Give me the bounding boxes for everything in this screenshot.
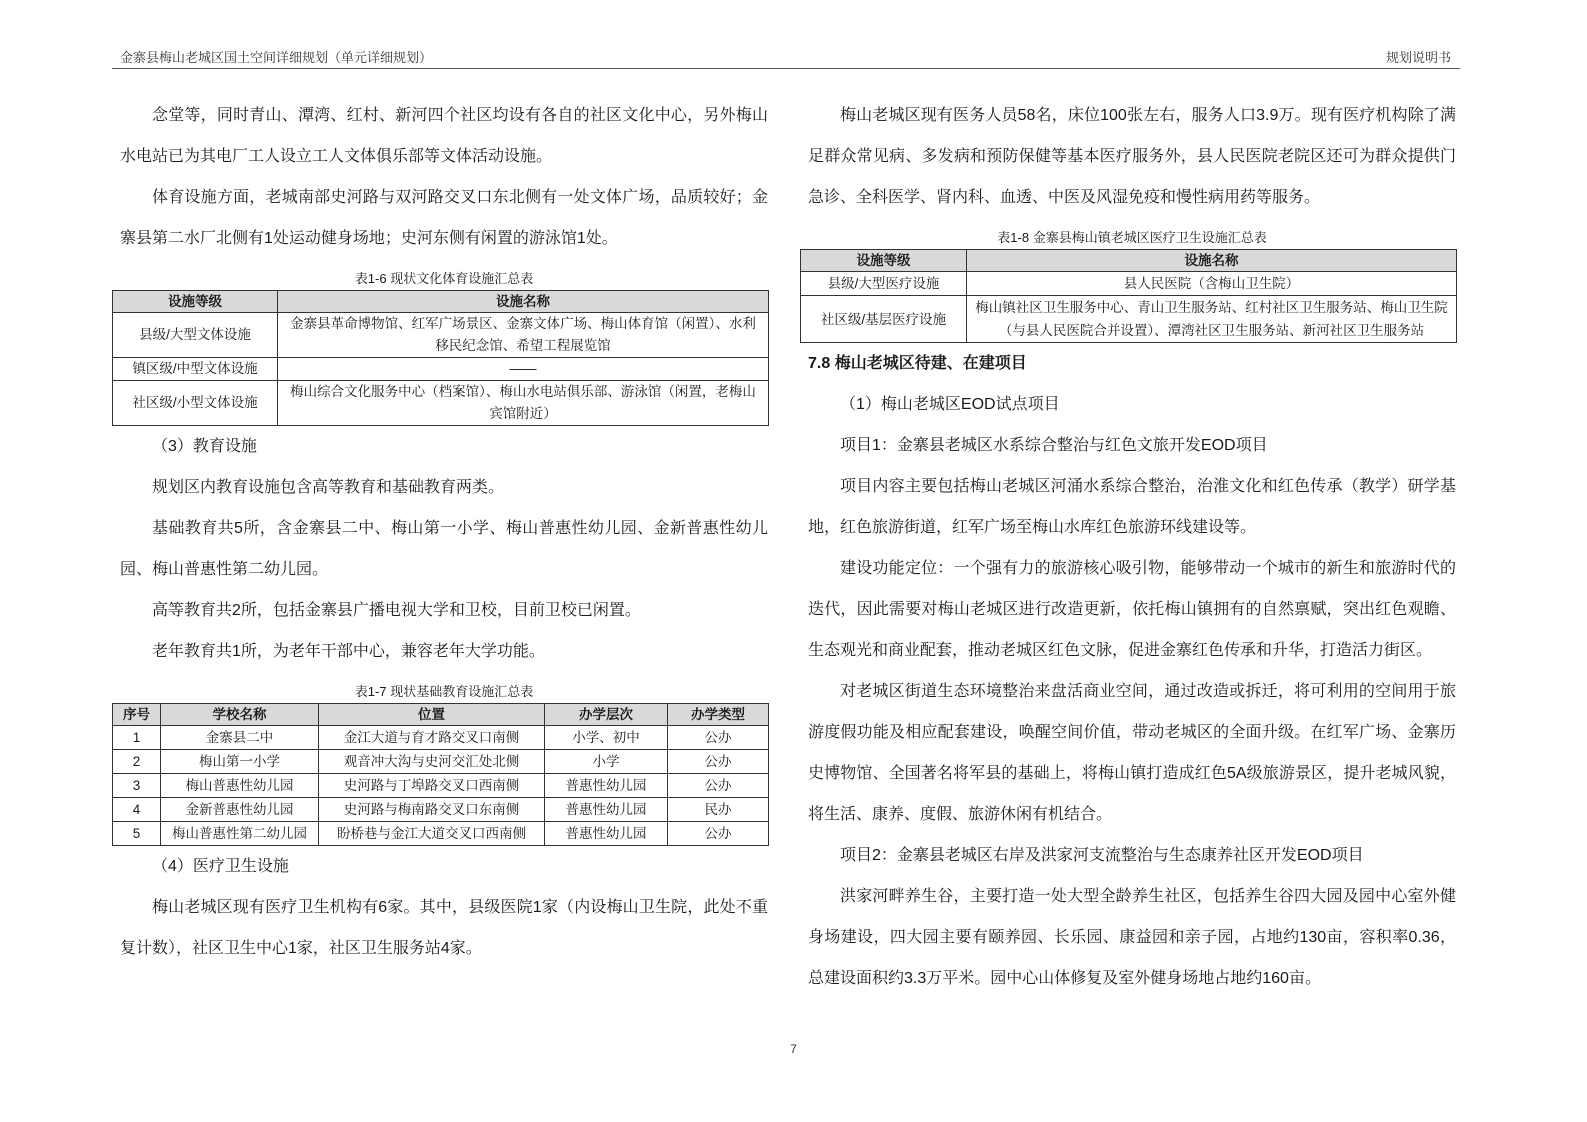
cell-school-name: 金新普惠性幼儿园 xyxy=(161,798,319,822)
table-row xyxy=(113,750,769,774)
cell-index: 4 xyxy=(113,798,161,822)
facility-names-cell: —— xyxy=(278,358,769,381)
paragraph: 建设功能定位：一个强有力的旅游核心吸引物，能够带动一个城市的新生和旅游时代的迭代，因此需要对梅山老城区进行改造更新，依托梅山镇拥有的自然禀赋，突出红色观瞻、生态观光和商业配套，推动老城区红色文脉，促进金寨红色传承和升华，打造活力街区。 xyxy=(808,560,1456,659)
cell-level: 小学 xyxy=(545,750,668,774)
cell-level: 普惠性幼儿园 xyxy=(545,798,668,822)
cell-level: 普惠性幼儿园 xyxy=(545,774,668,798)
table-row xyxy=(113,726,769,750)
paragraph: 洪家河畔养生谷，主要打造一处大型全龄养生社区，包括养生谷四大园及园中心室外健身场建设，四大园主要有颐养园、长乐园、康益园和亲子园，占地约130亩，容积率0.36，总建设面积约3.3万平米。园中心山体修复及室外健身场地占地约160亩。 xyxy=(808,888,1456,987)
table-caption: 表1-7 现状基础教育设施汇总表 xyxy=(354,684,534,699)
medical-facilities-table xyxy=(800,249,1457,343)
facility-names-cell: 梅山综合文化服务中心（档案馆）、梅山水电站俱乐部、游泳馆（闲置，老梅山宾馆附近） xyxy=(278,381,769,426)
column-header: 设施名称 xyxy=(967,250,1457,272)
facility-level-cell: 镇区级/中型文体设施 xyxy=(113,358,278,381)
column-header: 序号 xyxy=(113,704,161,726)
paragraph: 对老城区街道生态环境整治来盘活商业空间，通过改造或拆迁，将可利用的空间用于旅游度假功能及相应配套建设，唤醒空间价值，带动老城区的全面升级。在红军广场、金寨历史博物馆、全国著名将军县的基础上，将梅山镇打造成红色5A级旅游景区，提升老城风貌，将生活、康养、度假、旅游休闲有机结合。 xyxy=(808,683,1456,823)
right-column xyxy=(808,95,1456,999)
cell-location: 观音冲大沟与史河交汇处北侧 xyxy=(319,750,545,774)
subheading-education: （3）教育设施 xyxy=(152,438,257,455)
table-row xyxy=(801,272,1457,296)
running-header-doc-type: 规划说明书 xyxy=(1385,50,1451,65)
cell-location: 金江大道与育才路交叉口南侧 xyxy=(319,726,545,750)
section-title: 7.8 梅山老城区待建、在建项目 xyxy=(808,355,1027,372)
cell-type: 公办 xyxy=(668,726,769,750)
cell-school-name: 梅山普惠性幼儿园 xyxy=(161,774,319,798)
cell-school-name: 梅山第一小学 xyxy=(161,750,319,774)
cell-index: 1 xyxy=(113,726,161,750)
education-facilities-table xyxy=(112,703,769,846)
header-rule xyxy=(112,68,1460,69)
column-header: 设施等级 xyxy=(801,250,967,272)
table-header-row xyxy=(801,250,1457,272)
cell-location: 史河路与丁埠路交叉口西南侧 xyxy=(319,774,545,798)
cell-index: 3 xyxy=(113,774,161,798)
project-2-title: 项目2：金寨县老城区右岸及洪家河支流整治与生态康养社区开发EOD项目 xyxy=(840,847,1364,864)
page-number: 7 xyxy=(790,1042,797,1056)
table-row xyxy=(113,381,769,426)
facility-level-cell: 县级/大型文体设施 xyxy=(113,313,278,358)
column-header: 位置 xyxy=(319,704,545,726)
subheading-medical: （4）医疗卫生设施 xyxy=(152,858,289,875)
left-column xyxy=(120,95,768,969)
facility-level-cell: 社区级/基层医疗设施 xyxy=(801,296,967,343)
cell-index: 5 xyxy=(113,822,161,846)
paragraph: 规划区内教育设施包含高等教育和基础教育两类。 xyxy=(152,479,505,496)
table-row xyxy=(113,358,769,381)
table-header-row xyxy=(113,704,769,726)
cell-type: 民办 xyxy=(668,798,769,822)
facility-names-cell: 县人民医院（含梅山卫生院） xyxy=(967,272,1457,296)
cell-level: 小学、初中 xyxy=(545,726,668,750)
paragraph: 梅山老城区现有医务人员58名，床位100张左右，服务人口3.9万。现有医疗机构除了满足群众常见病、多发病和预防保健等基本医疗服务外，县人民医院老院区还可为群众提供门急诊、全科医学、肾内科、血透、中医及风湿免疫和慢性病用药等服务。 xyxy=(808,107,1456,206)
paragraph: 梅山老城区现有医疗卫生机构有6家。其中，县级医院1家（内设梅山卫生院，此处不重复计数），社区卫生中心1家，社区卫生服务站4家。 xyxy=(120,899,768,957)
table-row xyxy=(113,774,769,798)
table-row xyxy=(113,798,769,822)
paragraph: 体育设施方面，老城南部史河路与双河路交叉口东北侧有一处文体广场，品质较好；金寨县第二水厂北侧有1处运动健身场地；史河东侧有闲置的游泳馆1处。 xyxy=(120,189,768,247)
cell-type: 公办 xyxy=(668,750,769,774)
paragraph: 项目内容主要包括梅山老城区河涌水系综合整治，治淮文化和红色传承（教学）研学基地，红色旅游街道，红军广场至梅山水库红色旅游环线建设等。 xyxy=(808,478,1456,536)
table-row xyxy=(113,313,769,358)
paragraph: 老年教育共1所，为老年干部中心，兼容老年大学功能。 xyxy=(152,643,545,660)
facility-level-cell: 县级/大型医疗设施 xyxy=(801,272,967,296)
cell-school-name: 梅山普惠性第二幼儿园 xyxy=(161,822,319,846)
paragraph: 念堂等，同时青山、潭湾、红村、新河四个社区均设有各自的社区文化中心，另外梅山水电站已为其电厂工人设立工人文体俱乐部等文体活动设施。 xyxy=(120,107,768,165)
cell-location: 史河路与梅南路交叉口东南侧 xyxy=(319,798,545,822)
paragraph: 高等教育共2所，包括金寨县广播电视大学和卫校，目前卫校已闲置。 xyxy=(152,602,641,619)
cell-level: 普惠性幼儿园 xyxy=(545,822,668,846)
facility-level-cell: 社区级/小型文体设施 xyxy=(113,381,278,426)
facility-names-cell: 金寨县革命博物馆、红军广场景区、金寨文体广场、梅山体育馆（闲置）、水利移民纪念馆、希望工程展览馆 xyxy=(278,313,769,358)
column-header: 设施名称 xyxy=(278,291,769,313)
project-1-title: 项目1：金寨县老城区水系综合整治与红色文旅开发EOD项目 xyxy=(840,437,1268,454)
running-header-title: 金寨县梅山老城区国土空间详细规划（单元详细规划） xyxy=(120,50,433,65)
column-header: 学校名称 xyxy=(161,704,319,726)
table-header-row xyxy=(113,291,769,313)
cell-type: 公办 xyxy=(668,774,769,798)
table-row xyxy=(113,822,769,846)
paragraph: 基础教育共5所，含金寨县二中、梅山第一小学、梅山普惠性幼儿园、金新普惠性幼儿园、梅山普惠性第二幼儿园。 xyxy=(120,520,768,578)
cell-school-name: 金寨县二中 xyxy=(161,726,319,750)
cell-type: 公办 xyxy=(668,822,769,846)
subheading-eod-pilot: （1）梅山老城区EOD试点项目 xyxy=(840,396,1060,413)
facility-names-cell: 梅山镇社区卫生服务中心、青山卫生服务站、红村社区卫生服务站、梅山卫生院（与县人民医院合并设置）、潭湾社区卫生服务站、新河社区卫生服务站 xyxy=(967,296,1457,343)
table-caption: 表1-8 金寨县梅山镇老城区医疗卫生设施汇总表 xyxy=(997,230,1267,245)
table-caption: 表1-6 现状文化体育设施汇总表 xyxy=(354,271,534,286)
cell-index: 2 xyxy=(113,750,161,774)
column-header: 办学类型 xyxy=(668,704,769,726)
column-header: 办学层次 xyxy=(545,704,668,726)
table-row xyxy=(801,296,1457,343)
column-header: 设施等级 xyxy=(113,291,278,313)
cell-location: 盼桥巷与金江大道交叉口西南侧 xyxy=(319,822,545,846)
culture-sports-facilities-table xyxy=(112,290,769,426)
